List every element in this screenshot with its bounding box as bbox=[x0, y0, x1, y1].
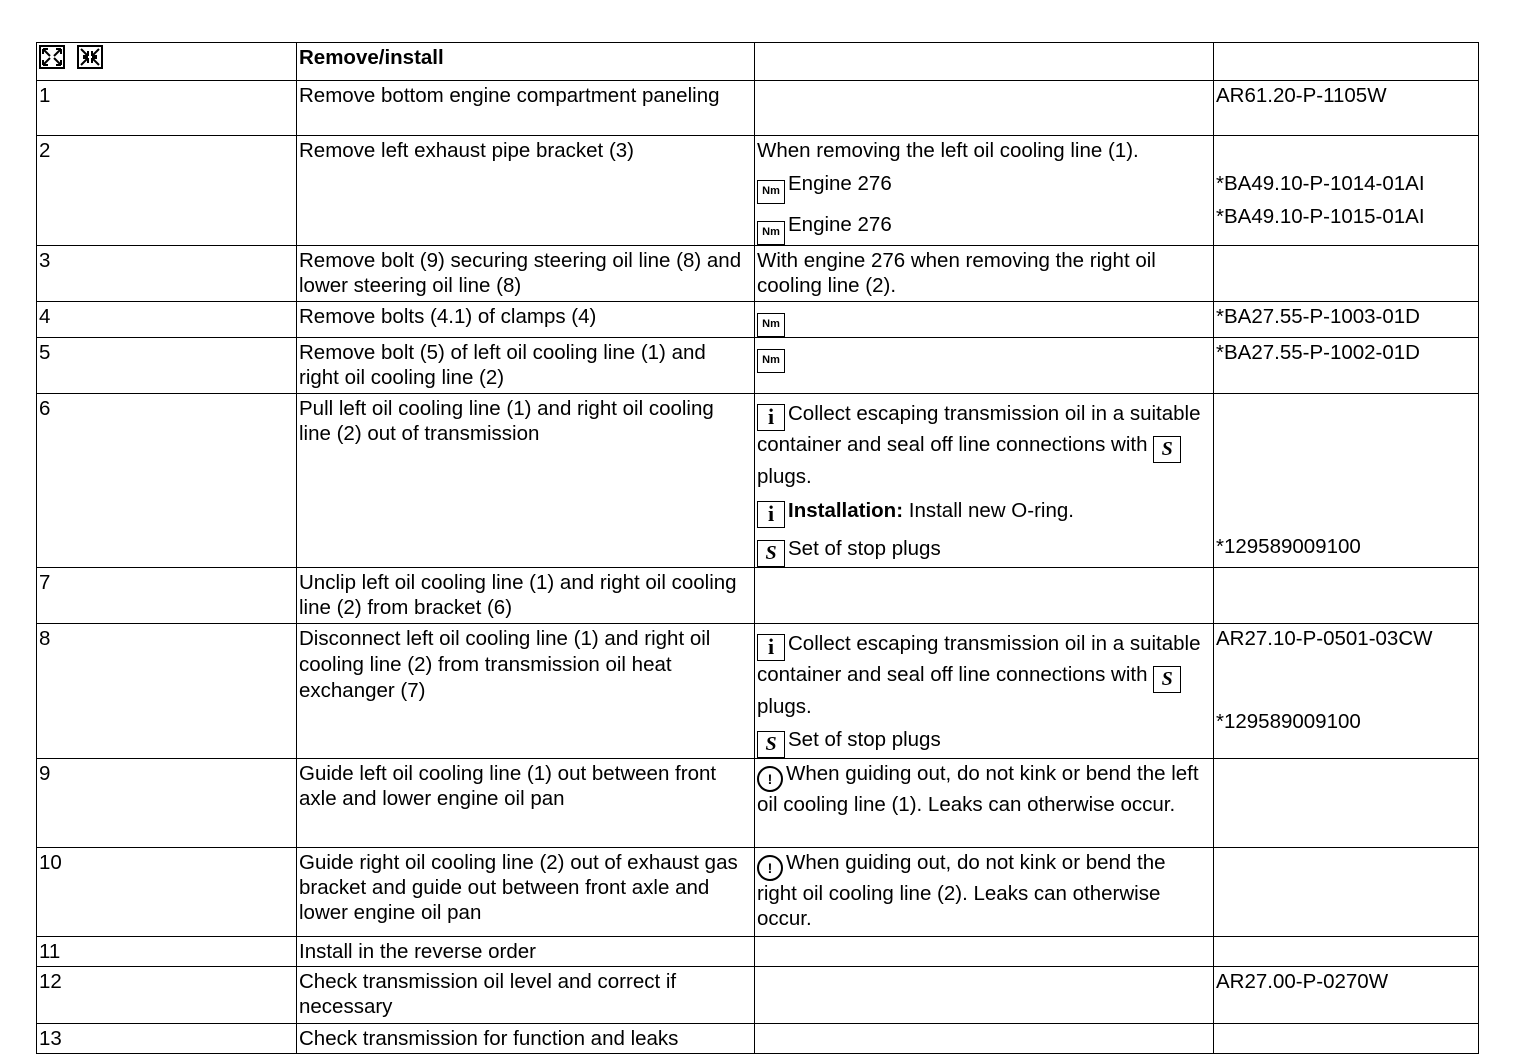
step-number: 1 bbox=[37, 81, 297, 136]
step-action: Guide left oil cooling line (1) out between front axle and lower engine oil pan bbox=[297, 759, 755, 848]
header-title: Remove/install bbox=[297, 43, 755, 81]
stop-plug-icon[interactable]: S bbox=[757, 731, 785, 758]
step-action: Check transmission oil level and correct if necessary bbox=[297, 967, 755, 1024]
reference-link[interactable]: AR27.00-P-0270W bbox=[1216, 970, 1389, 993]
table-row bbox=[37, 1024, 1479, 1054]
step-action: Guide right oil cooling line (2) out of exhaust gas bracket and guide out between front axle and lower engine oil pan bbox=[297, 848, 755, 937]
note-block bbox=[757, 630, 1207, 721]
table-row bbox=[37, 136, 1479, 246]
step-notes bbox=[755, 1024, 1214, 1054]
stop-plug-icon[interactable]: S bbox=[1153, 666, 1181, 693]
step-number: 11 bbox=[37, 937, 297, 967]
stop-plug-icon[interactable]: S bbox=[1153, 436, 1181, 463]
step-number: 8 bbox=[37, 624, 297, 759]
step-refs bbox=[1214, 1024, 1479, 1054]
info-icon: i bbox=[757, 501, 785, 528]
table-row bbox=[37, 246, 1479, 302]
table-row bbox=[37, 624, 1479, 759]
step-number: 2 bbox=[37, 136, 297, 246]
step-number: 12 bbox=[37, 967, 297, 1024]
step-refs bbox=[1214, 338, 1479, 394]
note-text: When guiding out, do not kink or bend the right oil cooling line (2). Leaks can otherwise occur. bbox=[757, 851, 1166, 930]
step-notes bbox=[755, 848, 1214, 937]
note-text: With engine 276 when removing the right oil cooling line (2). bbox=[757, 249, 1156, 297]
step-action: Disconnect left oil cooling line (1) and right oil cooling line (2) from transmission oil heat exchanger (7) bbox=[297, 624, 755, 759]
step-notes bbox=[755, 568, 1214, 624]
step-number: 10 bbox=[37, 848, 297, 937]
step-notes bbox=[755, 302, 1214, 338]
note-text: Set of stop plugs bbox=[788, 537, 941, 560]
step-action: Pull left oil cooling line (1) and right oil cooling line (2) out of transmission bbox=[297, 394, 755, 568]
note-text: When removing the left oil cooling line (1). bbox=[757, 139, 1139, 162]
note-text: Set of stop plugs bbox=[788, 728, 941, 751]
reference-link[interactable] bbox=[1216, 138, 1472, 163]
step-notes bbox=[755, 338, 1214, 394]
torque-icon[interactable]: Nm bbox=[757, 313, 785, 337]
procedure-table bbox=[36, 42, 1479, 1054]
step-number: 7 bbox=[37, 568, 297, 624]
step-refs bbox=[1214, 937, 1479, 967]
torque-icon[interactable]: Nm bbox=[757, 349, 785, 373]
note-bold-label: Installation: bbox=[788, 499, 904, 522]
table-row bbox=[37, 568, 1479, 624]
header-refs-cell bbox=[1214, 43, 1479, 81]
note-text: Engine 276 bbox=[788, 172, 892, 195]
note-text: When guiding out, do not kink or bend the left oil cooling line (1). Leaks can otherwise occur. bbox=[757, 762, 1199, 816]
step-number: 6 bbox=[37, 394, 297, 568]
step-notes bbox=[755, 937, 1214, 967]
table-row bbox=[37, 937, 1479, 967]
step-number: 4 bbox=[37, 302, 297, 338]
header-notes-cell bbox=[755, 43, 1214, 81]
note-block bbox=[757, 400, 1207, 490]
table-row bbox=[37, 302, 1479, 338]
info-icon: i bbox=[757, 404, 785, 431]
stop-plug-icon[interactable]: S bbox=[757, 540, 785, 567]
step-refs bbox=[1214, 136, 1479, 246]
step-notes bbox=[755, 246, 1214, 302]
step-action: Remove bolts (4.1) of clamps (4) bbox=[297, 302, 755, 338]
reference-link[interactable]: *129589009100 bbox=[1216, 535, 1361, 558]
table-row bbox=[37, 759, 1479, 848]
install-icon bbox=[77, 45, 103, 69]
table-row bbox=[37, 338, 1479, 394]
reference-link[interactable]: AR27.10-P-0501-03CW bbox=[1216, 627, 1433, 650]
reference-link[interactable]: *BA49.10-P-1014-01AI bbox=[1216, 172, 1425, 195]
step-action: Remove bottom engine compartment paneling bbox=[297, 81, 755, 136]
info-icon: i bbox=[757, 634, 785, 661]
step-refs bbox=[1214, 848, 1479, 937]
step-notes bbox=[755, 759, 1214, 848]
remove-icon bbox=[39, 45, 65, 69]
step-refs bbox=[1214, 394, 1479, 568]
step-notes bbox=[755, 81, 1214, 136]
step-action: Remove bolt (9) securing steering oil line (8) and lower steering oil line (8) bbox=[297, 246, 755, 302]
reference-link[interactable]: *129589009100 bbox=[1216, 710, 1361, 733]
step-refs bbox=[1214, 624, 1479, 759]
note-text: Collect escaping transmission oil in a suitable container and seal off line connections with bbox=[757, 632, 1201, 686]
step-number: 3 bbox=[37, 246, 297, 302]
step-refs bbox=[1214, 967, 1479, 1024]
step-notes bbox=[755, 136, 1214, 246]
step-refs bbox=[1214, 81, 1479, 136]
step-notes bbox=[755, 624, 1214, 759]
table-header-row bbox=[37, 43, 1479, 81]
step-number: 13 bbox=[37, 1024, 297, 1054]
header-icons-cell bbox=[37, 43, 297, 81]
caution-icon: ! bbox=[757, 855, 783, 881]
reference-link[interactable]: *BA27.55-P-1002-01D bbox=[1216, 341, 1420, 364]
note-text: Collect escaping transmission oil in a suitable container and seal off line connections with bbox=[757, 402, 1201, 456]
table-row bbox=[37, 394, 1479, 568]
reference-link[interactable]: AR61.20-P-1105W bbox=[1216, 84, 1387, 107]
torque-icon[interactable]: Nm bbox=[757, 180, 785, 204]
reference-link[interactable]: *BA27.55-P-1003-01D bbox=[1216, 305, 1420, 328]
step-notes bbox=[755, 394, 1214, 568]
step-refs bbox=[1214, 568, 1479, 624]
reference-link[interactable]: *BA49.10-P-1015-01AI bbox=[1216, 205, 1425, 228]
table-row bbox=[37, 967, 1479, 1024]
step-number: 9 bbox=[37, 759, 297, 848]
step-action: Check transmission for function and leaks bbox=[297, 1024, 755, 1054]
step-notes bbox=[755, 967, 1214, 1024]
step-action: Unclip left oil cooling line (1) and right oil cooling line (2) from bracket (6) bbox=[297, 568, 755, 624]
step-refs bbox=[1214, 246, 1479, 302]
table-row bbox=[37, 848, 1479, 937]
step-refs bbox=[1214, 302, 1479, 338]
note-text: Install new O-ring. bbox=[908, 499, 1074, 522]
step-action: Remove bolt (5) of left oil cooling line (1) and right oil cooling line (2) bbox=[297, 338, 755, 394]
table-row bbox=[37, 81, 1479, 136]
step-refs bbox=[1214, 759, 1479, 848]
step-number: 5 bbox=[37, 338, 297, 394]
note-text: plugs. bbox=[757, 695, 812, 718]
torque-icon[interactable]: Nm bbox=[757, 221, 785, 245]
note-text: Engine 276 bbox=[788, 213, 892, 236]
caution-icon: ! bbox=[757, 766, 783, 792]
step-action: Remove left exhaust pipe bracket (3) bbox=[297, 136, 755, 246]
step-action: Install in the reverse order bbox=[297, 937, 755, 967]
note-text: plugs. bbox=[757, 465, 812, 488]
